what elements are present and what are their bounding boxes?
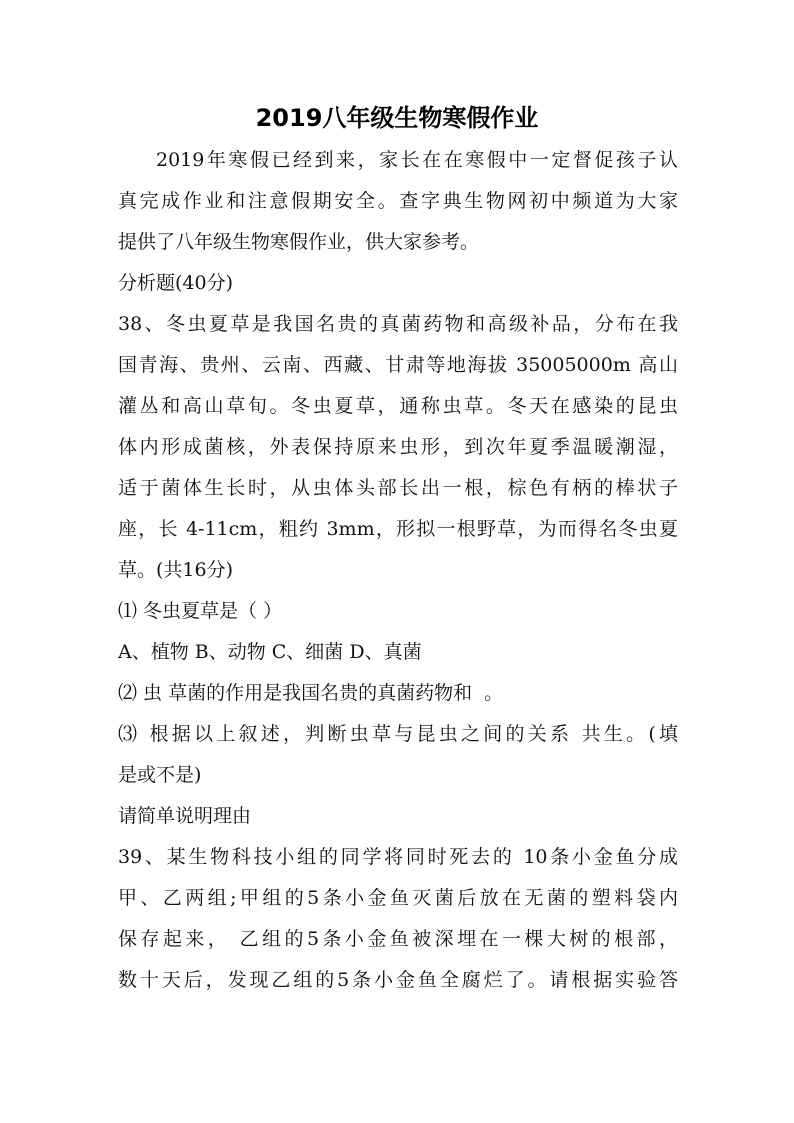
paragraph-line: 2019年寒假已经到来，家长在在寒假中一定督促孩子认 bbox=[156, 149, 678, 171]
question-line: 38、冬虫夏草是我国名贵的真菌药物和高级补品，分布在我 bbox=[118, 313, 678, 335]
question-line: 灌丛和高山草旬。冬虫夏草，通称虫草。冬天在感染的昆虫 bbox=[118, 395, 678, 417]
question-line: 草。(共16分) bbox=[118, 559, 234, 581]
question-line: 保存起来， 乙组的5条小金鱼被深埋在一棵大树的根部， bbox=[118, 928, 678, 950]
sub-question-line: ⑵ 虫 草菌的作用是我国名贵的真菌药物和 。 bbox=[118, 682, 504, 704]
paragraph-line: 提供了八年级生物寒假作业，供大家参考。 bbox=[118, 231, 480, 253]
question-line: 体内形成菌核，外表保持原来虫形，到次年夏季温暖潮湿， bbox=[118, 436, 678, 458]
question-line: 39、某生物科技小组的同学将同时死去的 10条小金鱼分成 bbox=[118, 846, 678, 868]
question-line: 座，长 4-11cm，粗约 3mm，形拟一根野草，为而得名冬虫夏 bbox=[118, 518, 678, 540]
sub-question-line: 请简单说明理由 bbox=[118, 805, 252, 827]
document-body bbox=[118, 140, 678, 1001]
question-line: 甲、乙两组;甲组的5条小金鱼灭菌后放在无菌的塑料袋内 bbox=[118, 887, 678, 909]
sub-question-line: ⑴ 冬虫夏草是（ ） bbox=[118, 600, 283, 622]
question-line: 国青海、贵州、云南、西藏、甘肃等地海拔 35005000m 高山 bbox=[118, 354, 678, 376]
question-line: 适于菌体生长时，从虫体头部长出一根，棕色有柄的棒状子 bbox=[118, 477, 678, 499]
answer-options: A、植物 B、动物 C、细菌 D、真菌 bbox=[118, 641, 422, 663]
section-heading: 分析题(40分) bbox=[118, 272, 234, 294]
page-title: 2019八年级生物寒假作业 bbox=[255, 104, 539, 132]
sub-question-line: 是或不是) bbox=[118, 764, 202, 786]
paragraph-line: 真完成作业和注意假期安全。查字典生物网初中频道为大家 bbox=[118, 190, 678, 212]
question-line: 数十天后，发现乙组的5条小金鱼全腐烂了。请根据实验答 bbox=[118, 969, 678, 991]
sub-question-line: ⑶ 根据以上叙述，判断虫草与昆虫之间的关系 共生。(填 bbox=[118, 723, 678, 745]
